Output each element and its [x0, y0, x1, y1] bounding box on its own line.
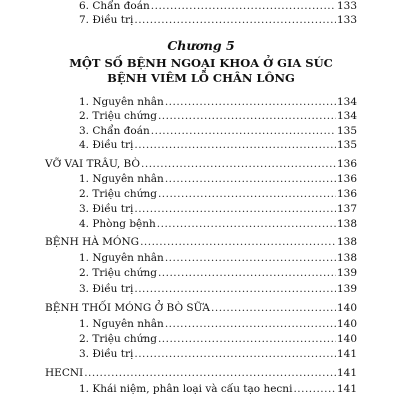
toc-section-label: VỠ VAI TRÂU, BÒ — [45, 158, 141, 170]
leader-dots — [211, 302, 336, 315]
toc-entry-page: 139 — [336, 283, 357, 295]
toc-entry-label: 3. Điều trị — [79, 283, 134, 295]
toc-entry — [79, 267, 357, 280]
toc-section-page: 141 — [336, 367, 357, 379]
toc-entry-label: 1. Nguyên nhân — [79, 96, 164, 108]
toc-entry-label: 4. Điều trị — [79, 139, 134, 151]
toc-entry-label: 1. Khái niệm, phân loại và cấu tạo hecni — [79, 383, 293, 395]
leader-dots — [158, 267, 336, 280]
toc-entry-label: 3. Điều trị — [79, 348, 134, 360]
toc-entry — [79, 14, 357, 27]
toc-entry-page: 134 — [336, 96, 357, 108]
chapter-title: MỘT SỐ BỆNH NGOẠI KHOA Ở GIA SÚC — [69, 56, 333, 70]
leader-dots — [134, 348, 336, 361]
leader-dots — [165, 318, 336, 331]
toc-entry-page: 136 — [336, 173, 357, 185]
toc-entry-page: 135 — [336, 139, 357, 151]
toc-entry-page: 133 — [336, 14, 357, 26]
toc-entry-page: 141 — [336, 383, 357, 395]
leader-dots — [165, 252, 336, 265]
toc-entry-page: 136 — [336, 188, 357, 200]
toc-section-label: HECNI — [45, 367, 84, 379]
toc-entry-label: 3. Chẩn đoán — [79, 125, 150, 137]
toc-entry — [79, 110, 357, 123]
chapter-label: Chương 5 — [167, 38, 235, 53]
leader-dots — [141, 158, 336, 171]
toc-entry-label: 2. Triệu chứng — [79, 110, 157, 122]
toc-section-title — [45, 302, 357, 315]
toc-entry-label: 2. Triệu chứng — [79, 267, 157, 279]
toc-entry-label: 1. Nguyên nhân — [79, 318, 164, 330]
toc-entry — [79, 188, 357, 201]
toc-entry — [79, 333, 357, 346]
leader-dots — [134, 139, 336, 152]
toc-section-page: 140 — [336, 302, 357, 314]
section-heading: BỆNH VIÊM LỖ CHÂN LÔNG — [107, 71, 295, 85]
toc-entry — [79, 318, 357, 331]
toc-entry-page: 134 — [336, 110, 357, 122]
leader-dots — [165, 96, 336, 109]
toc-entry-page: 141 — [336, 348, 357, 360]
leader-dots — [158, 333, 336, 346]
leader-dots — [140, 236, 336, 249]
toc-section-title — [45, 158, 357, 171]
toc-section-label: BỆNH HÀ MÓNG — [45, 236, 140, 248]
toc-section-title — [45, 236, 357, 249]
toc-entry-label: 1. Nguyên nhân — [79, 173, 164, 185]
toc-entry-page: 139 — [336, 267, 357, 279]
toc-entry — [79, 139, 357, 152]
toc-section-label: BỆNH THỐI MÓNG Ở BÒ SỮA — [45, 302, 211, 314]
leader-dots — [134, 203, 336, 216]
toc-entry — [79, 218, 357, 231]
toc-entry-label: 7. Điều trị — [79, 14, 134, 26]
toc-entry — [79, 0, 357, 13]
toc-entry-label: 6. Chẩn đoán — [79, 0, 150, 12]
toc-entry — [79, 252, 357, 265]
toc-entry — [79, 125, 357, 138]
toc-entry-page: 140 — [336, 333, 357, 345]
leader-dots — [293, 383, 336, 396]
toc-entry — [79, 383, 357, 396]
toc-entry-label: 1. Nguyên nhân — [79, 252, 164, 264]
toc-entry-page: 140 — [336, 318, 357, 330]
toc-entry — [79, 203, 357, 216]
leader-dots — [134, 14, 336, 27]
toc-entry — [79, 96, 357, 109]
toc-entry — [79, 348, 357, 361]
toc-entry-page: 133 — [336, 0, 357, 12]
toc-section-page: 136 — [336, 158, 357, 170]
leader-dots — [84, 367, 336, 380]
leader-dots — [158, 110, 336, 123]
toc-entry — [79, 173, 357, 186]
toc-entry-page: 135 — [336, 125, 357, 137]
leader-dots — [134, 283, 336, 296]
toc-entry-page: 138 — [336, 252, 357, 264]
toc-entry-page: 137 — [336, 203, 357, 215]
leader-dots — [151, 125, 336, 138]
leader-dots — [157, 218, 336, 231]
toc-entry-label: 3. Điều trị — [79, 203, 134, 215]
toc-section-page: 138 — [336, 236, 357, 248]
leader-dots — [165, 173, 336, 186]
toc-entry-page: 138 — [336, 218, 357, 230]
toc-entry — [79, 283, 357, 296]
toc-section-title — [45, 367, 357, 380]
toc-entry-label: 2. Triệu chứng — [79, 333, 157, 345]
leader-dots — [158, 188, 336, 201]
leader-dots — [151, 0, 336, 13]
toc-entry-label: 2. Triệu chứng — [79, 188, 157, 200]
toc-entry-label: 4. Phòng bệnh — [79, 218, 156, 230]
